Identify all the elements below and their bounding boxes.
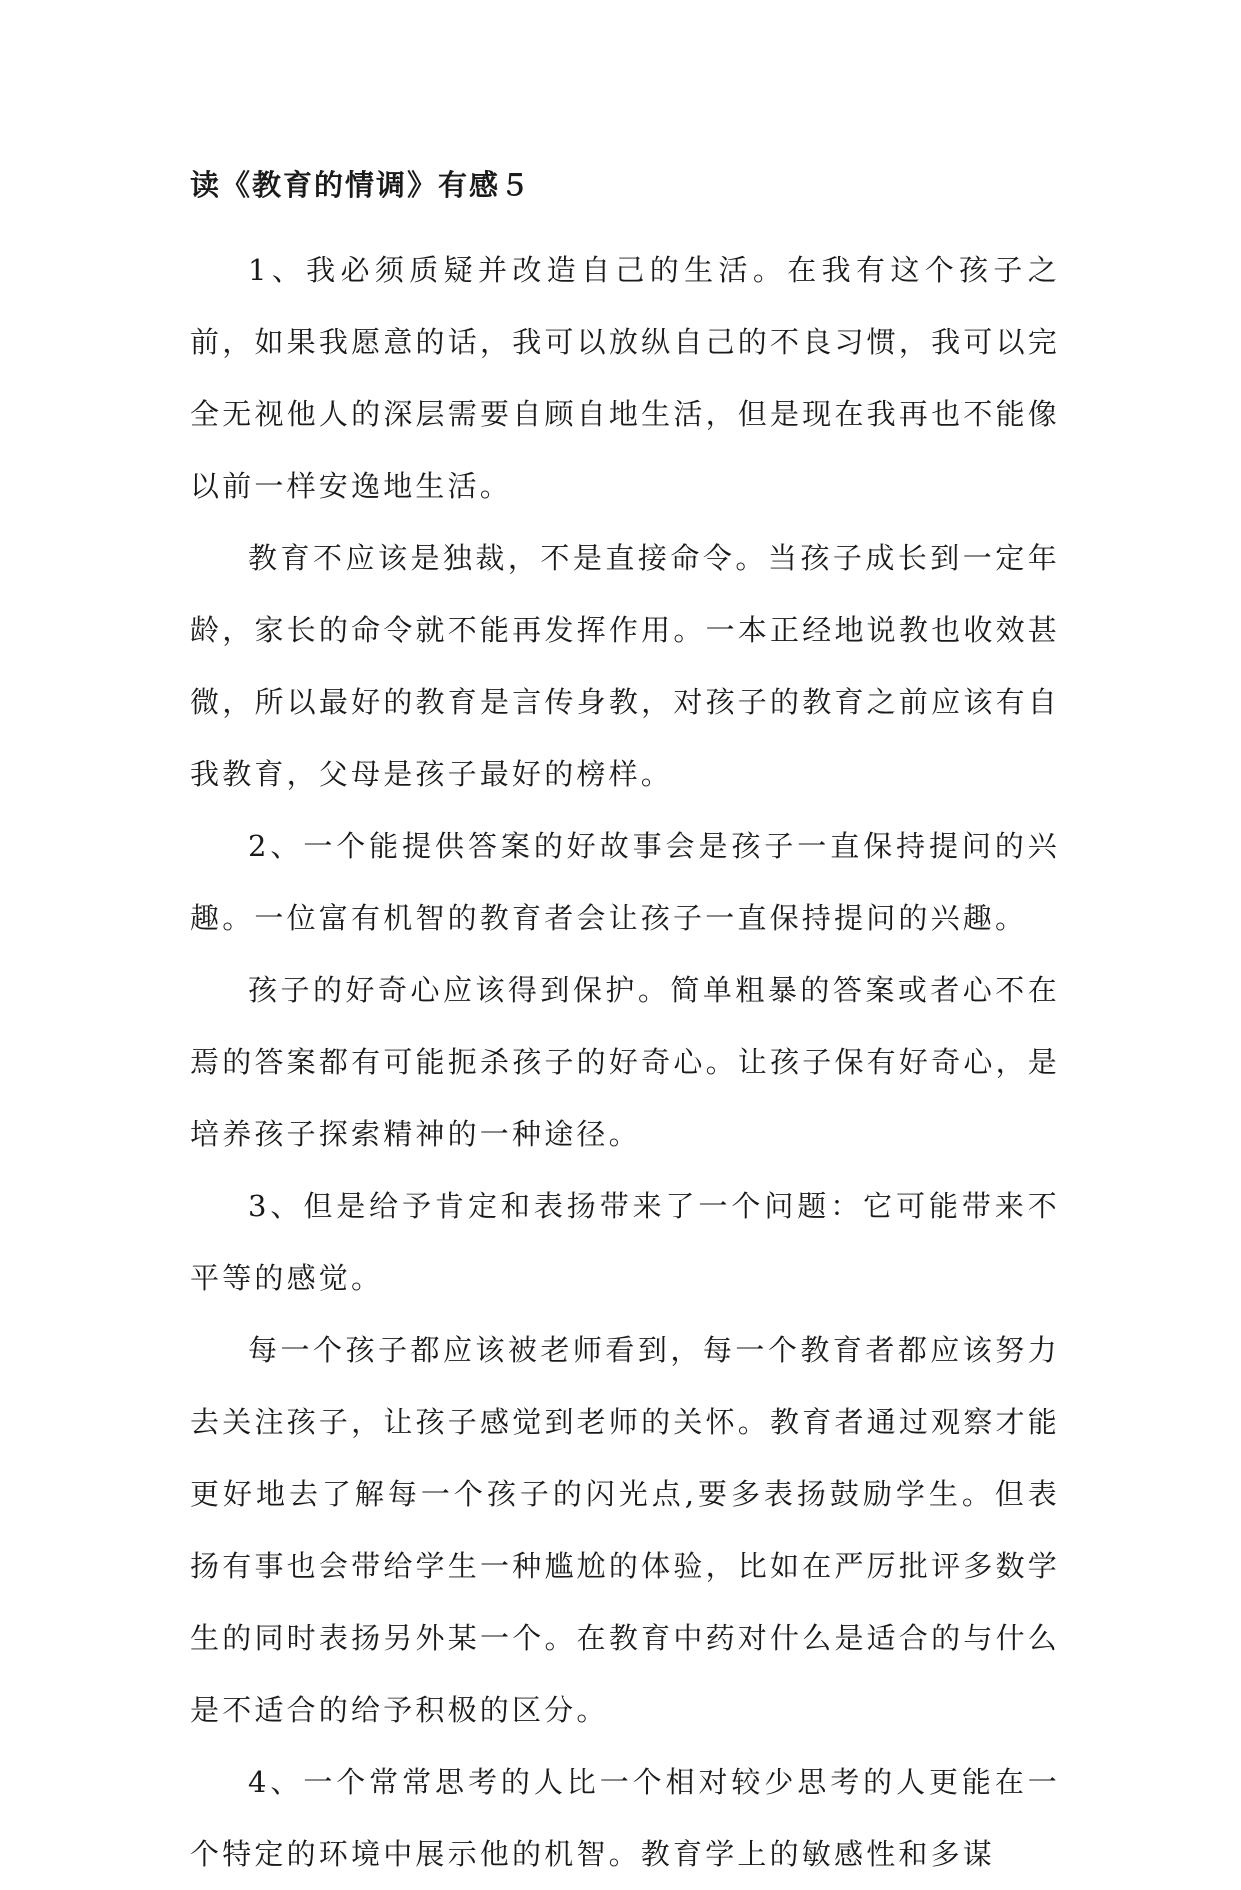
paragraph-4: 孩子的好奇心应该得到保护。简单粗暴的答案或者心不在焉的答案都有可能扼杀孩子的好奇心。让孩子保有好奇心，是培养孩子探索精神的一种途径。: [190, 973, 1060, 1151]
paragraph-1: 1、我必须质疑并改造自己的生活。在我有这个孩子之前，如果我愿意的话，我可以放纵自己的不良习惯，我可以完全无视他人的深层需要自顾自地生活，但是现在我再也不能像以前一样安逸地生活。: [190, 253, 1060, 503]
document-body: [190, 163, 1060, 1890]
paragraph-3: 2、一个能提供答案的好故事会是孩子一直保持提问的兴趣。一位富有机智的教育者会让孩子一直保持提问的兴趣。: [190, 829, 1060, 935]
paragraph-5: 3、但是给予肯定和表扬带来了一个问题：它可能带来不平等的感觉。: [190, 1189, 1060, 1295]
document-title: 读《教育的情调》有感５: [190, 168, 532, 202]
paragraph-2: 教育不应该是独裁，不是直接命令。当孩子成长到一定年龄，家长的命令就不能再发挥作用。一本正经地说教也收效甚微，所以最好的教育是言传身教，对孩子的教育之前应该有自我教育，父母是孩子最好的榜样。: [190, 541, 1060, 791]
paragraph-6: 每一个孩子都应该被老师看到，每一个教育者都应该努力去关注孩子，让孩子感觉到老师的关怀。教育者通过观察才能更好地去了解每一个孩子的闪光点,要多表扬鼓励学生。但表扬有事也会带给学生一种尴尬的体验，比如在严厉批评多数学生的同时表扬另外某一个。在教育中药对什么是适合的与什么是不适合的给予积极的区分。: [190, 1333, 1060, 1727]
paragraph-7: 4、一个常常思考的人比一个相对较少思考的人更能在一个特定的环境中展示他的机智。教育学上的敏感性和多谋: [190, 1765, 1060, 1871]
